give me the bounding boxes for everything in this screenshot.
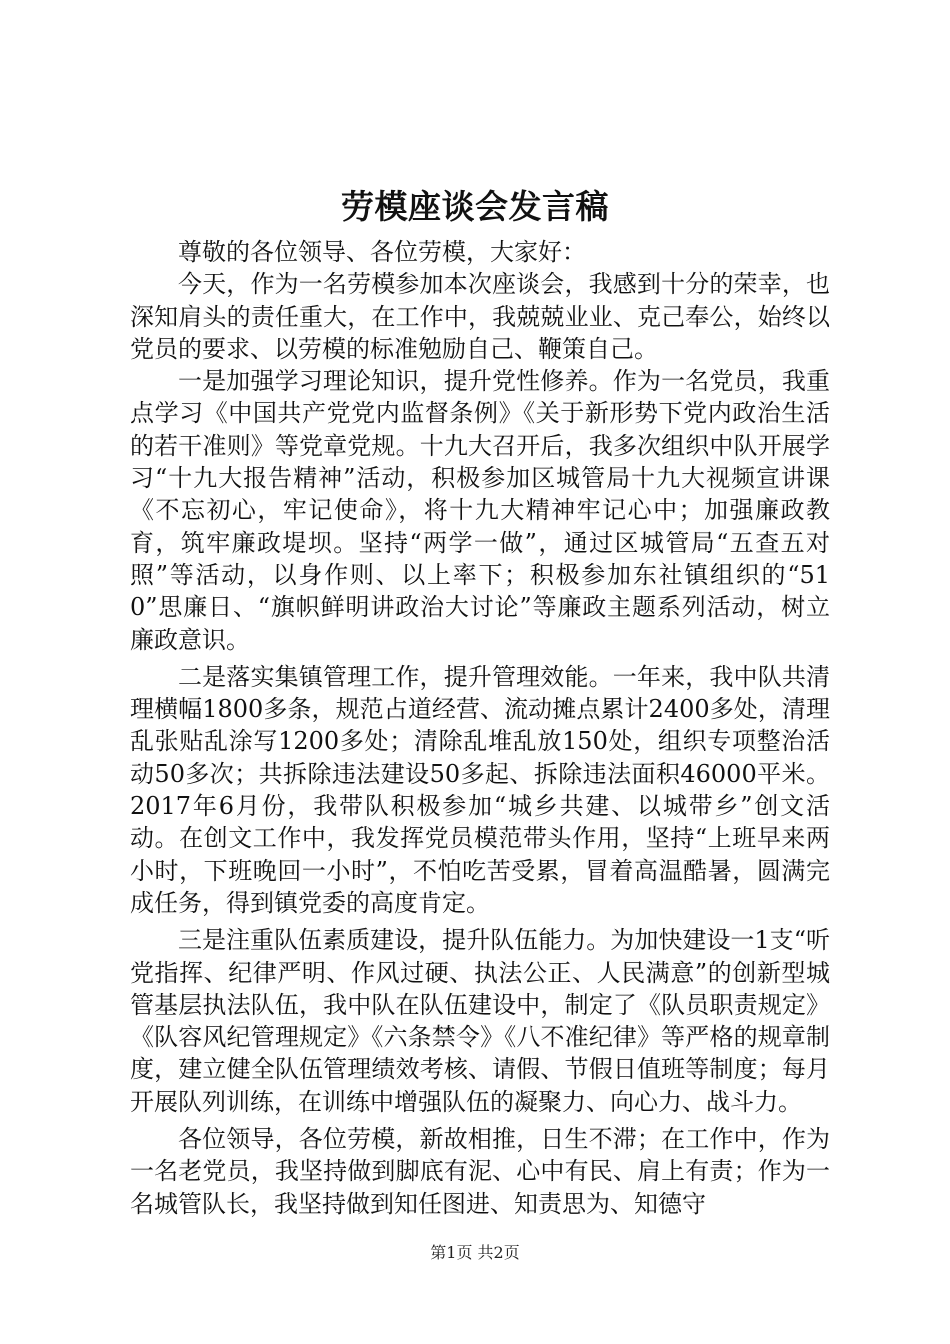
- paragraph-intro: 今天，作为一名劳模参加本次座谈会，我感到十分的荣幸，也深知肩头的责任重大，在工作中，我兢兢业业、克己奉公，始终以党员的要求、以劳模的标准勉励自己、鞭策自己。: [130, 270, 830, 363]
- document-title: 劳模座谈会发言稿: [341, 187, 609, 226]
- paragraph-point-one: 一是加强学习理论知识，提升党性修养。作为一名党员，我重点学习《中国共产党党内监督条例》《关于新形势下党内政治生活的若干准则》等党章党规。十九大召开后，我多次组织中队开展学习“十九大报告精神”活动，积极参加区城管局十九大视频宣讲课《不忘初心，牢记使命》，将十九大精神牢记心中；加强廉政教育，筑牢廉政堤坝。坚持“两学一做”，通过区城管局“五查五对照”等活动，以身作则、以上率下；积极参加东社镇组织的“510”思廉日、“旗帜鲜明讲政治大讨论”等廉政主题系列活动，树立廉政意识。: [130, 367, 830, 654]
- document-body: [130, 236, 830, 1220]
- paragraph-greeting: 尊敬的各位领导、各位劳模，大家好：: [178, 238, 586, 266]
- paragraph-closing: 各位领导，各位劳模，新故相推，日生不滞；在工作中，作为一名老党员，我坚持做到脚底有泥、心中有民、肩上有责；作为一名城管队长，我坚持做到知任图进、知责思为、知德守: [130, 1125, 830, 1218]
- paragraph-point-two: 二是落实集镇管理工作，提升管理效能。一年来，我中队共清理横幅1800多条，规范占道经营、流动摊点累计2400多处，清理乱张贴乱涂写1200多处；清除乱堆乱放150处，组织专项整治活动50多次；共拆除违法建设50多起、拆除违法面积46000平米。2017年6月份，我带队积极参加“城乡共建、以城带乡”创文活动。在创文工作中，我发挥党员模范带头作用，坚持“上班早来两小时，下班晚回一小时”，不怕吃苦受累，冒着高温酷暑，圆满完成任务，得到镇党委的高度肯定。: [130, 662, 830, 917]
- paragraph-point-three: 三是注重队伍素质建设，提升队伍能力。为加快建设一1支“听党指挥、纪律严明、作风过硬、执法公正、人民满意”的创新型城管基层执法队伍，我中队在队伍建设中，制定了《队员职责规定》《队容风纪管理规定》《六条禁令》《八不准纪律》等严格的规章制度，建立健全队伍管理绩效考核、请假、节假日值班等制度；每月开展队列训练，在训练中增强队伍的凝聚力、向心力、战斗力。: [130, 926, 830, 1116]
- page-footer: 第1页 共2页: [430, 1243, 520, 1262]
